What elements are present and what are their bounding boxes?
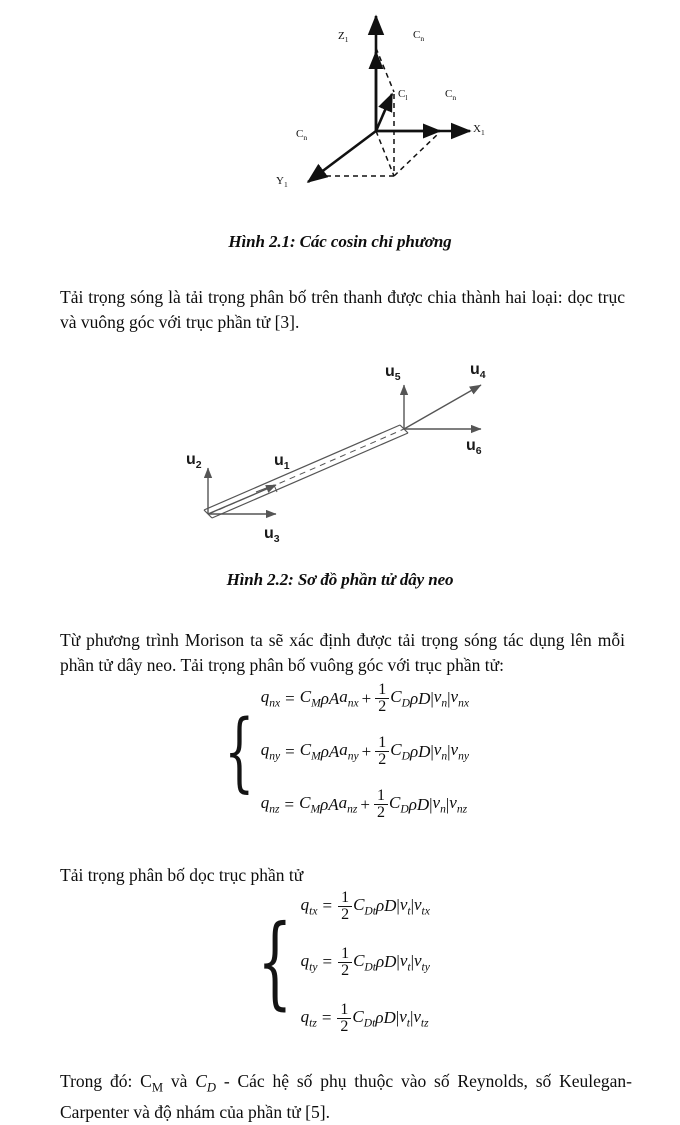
dof-label-u6: $u_6$ xyxy=(466,437,482,457)
para4-prefix: Trong đó: xyxy=(60,1071,140,1091)
equation-row-qnz: $q_{nz}$ = $C_M$ ρ A $a_{nz}$ + $\frac{1}{2}$ $C_D$ ρ D | $v_n$ | $v_{nz}$ xyxy=(261,778,469,831)
arrow-u4 xyxy=(404,385,481,429)
beam-body xyxy=(204,425,408,518)
axis-y-line xyxy=(308,131,376,182)
para4-mid: và xyxy=(163,1071,195,1091)
axis-label-x: $X_1$ xyxy=(473,123,485,137)
cosine-label-right: $C_n$ xyxy=(445,88,456,102)
projection-dashed-z xyxy=(376,48,394,92)
figure-2-caption: Hình 2.2: Sơ đồ phần tử dây neo xyxy=(0,570,680,590)
dof-label-u2: $u_2$ xyxy=(186,451,202,471)
direction-vector xyxy=(376,94,392,131)
figure-direction-cosines xyxy=(258,4,524,209)
figure-mooring-element xyxy=(178,352,523,547)
left-brace-normal: { xyxy=(224,709,254,795)
dof-label-u4: $u_4$ xyxy=(470,361,486,381)
left-brace-tangential: { xyxy=(257,912,292,1012)
paragraph-wave-load-intro: Tải trọng sóng là tải trọng phân bố trên thanh được chia thành hai loại: dọc trục và vuông góc với trục phần tử [3]. xyxy=(60,285,625,335)
equation-system-tangential-load xyxy=(243,878,430,1046)
arrow-u1 xyxy=(208,485,276,514)
cosine-label-left: $C_n$ xyxy=(296,128,307,142)
axis-label-z: $Z_1$ xyxy=(338,30,349,44)
cosine-label-vector: $C_l$ xyxy=(398,88,407,102)
cosine-label-top: $C_n$ xyxy=(413,29,424,43)
dof-label-u5: $u_5$ xyxy=(385,363,401,383)
para4-suffix: - Các hệ số phụ thuộc vào số Reynolds, số Keulegan-Carpenter và độ nhám của phần tử [5]. xyxy=(60,1071,632,1123)
coefficient-cm: $C_M$ xyxy=(140,1071,163,1091)
dof-label-u3: $u_3$ xyxy=(264,525,280,545)
figure-1-caption: Hình 2.1: Các cosin chỉ phương xyxy=(0,232,680,252)
paragraph-axial-load: Tải trọng phân bố dọc trục phần tử xyxy=(60,863,530,888)
projection-dashed-to-x xyxy=(394,133,439,176)
dof-label-u1: $u_1$ xyxy=(274,452,290,472)
equation-row-qtz: $q_{tz}$ = $\frac{1}{2}$ $C_{Dt}$ ρ D | $v_t$ | $v_{tz}$ xyxy=(301,990,430,1046)
equation-system-normal-load xyxy=(212,672,469,831)
equation-row-qnx: $q_{nx}$ = $C_M$ ρ A $a_{nx}$ + $\frac{1}{2}$ $C_D$ ρ D | $v_n$ | $v_{nx}$ xyxy=(261,672,469,725)
projection-dashed-origin xyxy=(376,131,394,176)
axis-label-y: $Y_1$ xyxy=(276,175,288,189)
equation-row-qtx: $q_{tx}$ = $\frac{1}{2}$ $C_{Dt}$ ρ D | $v_t$ | $v_{tx}$ xyxy=(301,878,430,934)
paragraph-morison-equation: Từ phương trình Morison ta sẽ xác định được tải trọng sóng tác dụng lên mỗi phần tử dây neo. Tải trọng phân bố vuông góc với trục phần tử: xyxy=(60,628,625,678)
paragraph-coefficients-definition xyxy=(60,1069,632,1125)
equation-row-qny: $q_{ny}$ = $C_M$ ρ A $a_{ny}$ + $\frac{1}{2}$ $C_D$ ρ D | $v_n$ | $v_{ny}$ xyxy=(261,725,469,778)
coefficient-cd: $C_D$ xyxy=(195,1071,216,1091)
equation-row-qty: $q_{ty}$ = $\frac{1}{2}$ $C_{Dt}$ ρ D | $v_t$ | $v_{ty}$ xyxy=(301,934,430,990)
